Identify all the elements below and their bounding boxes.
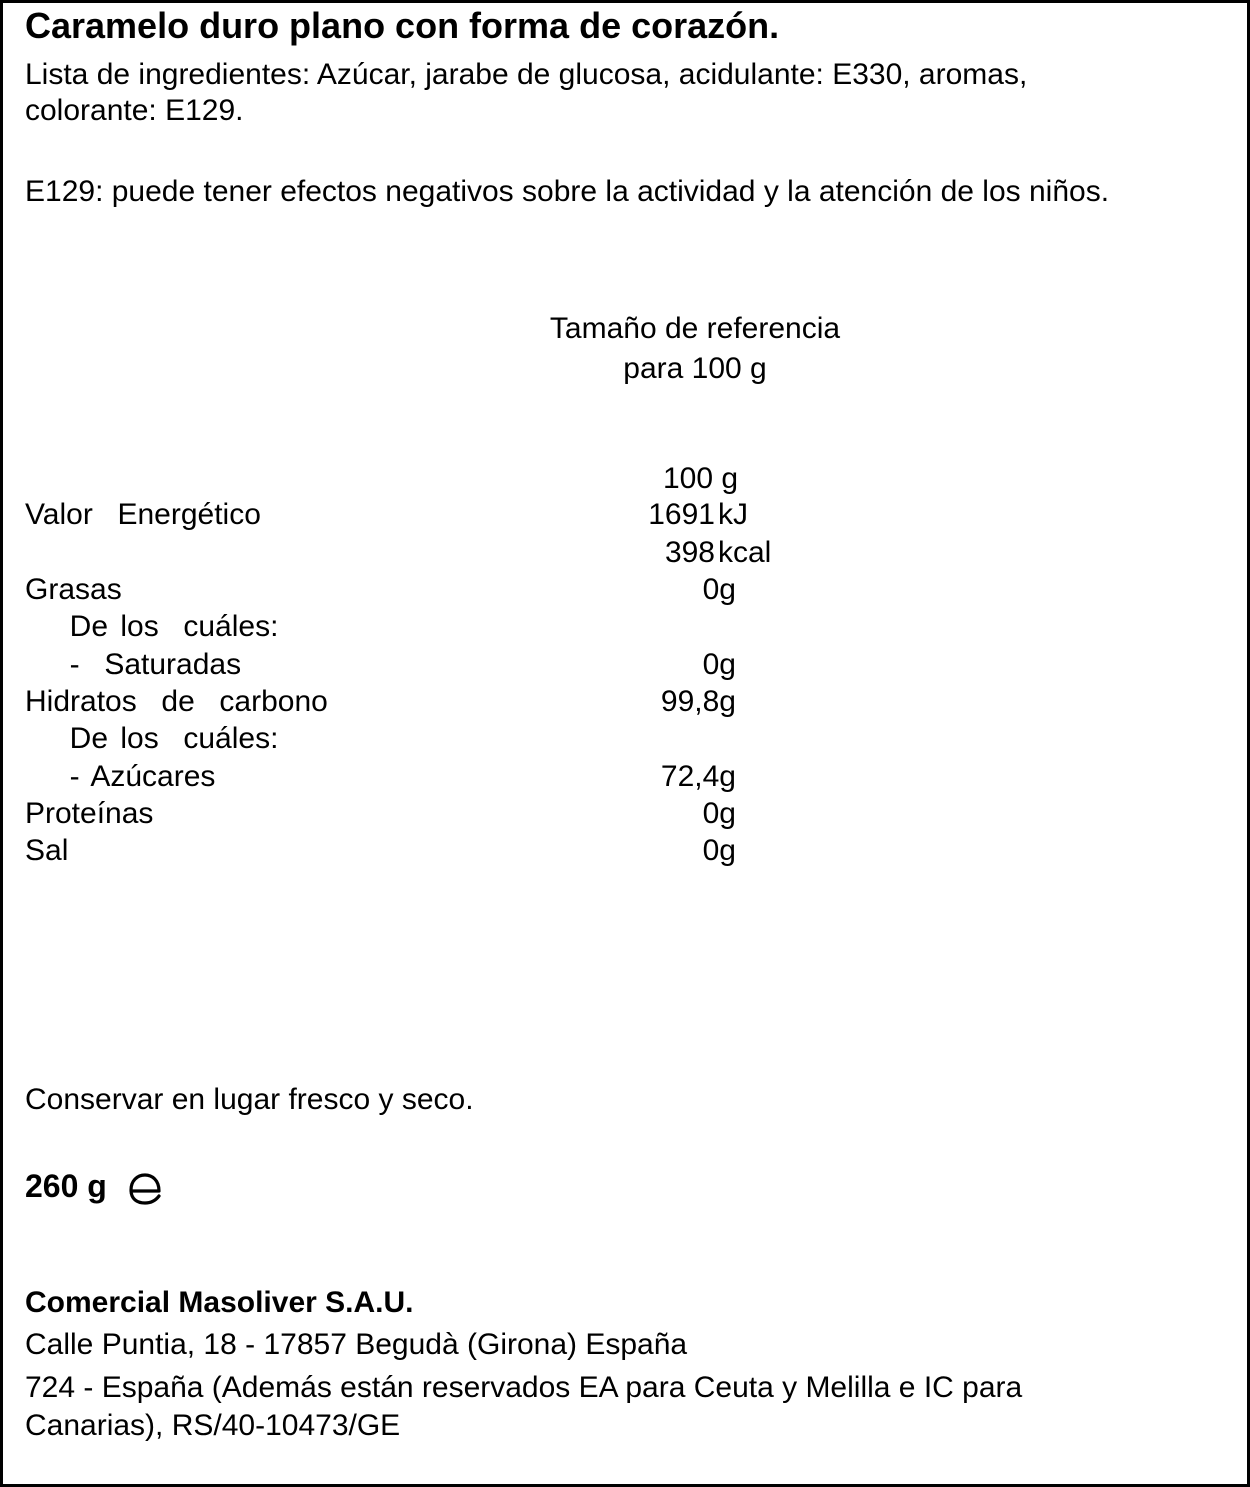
nutrition-label-of-which-1: De los cuáles:	[45, 610, 279, 643]
nutrition-value-energy-kj: 1691	[648, 498, 715, 531]
nutrition-label-energy: Valor Energético	[25, 498, 261, 531]
registry-line-2: Canarias), RS/40-10473/GE	[25, 1409, 401, 1442]
ingredients-line-1: Lista de ingredientes: Azúcar, jarabe de glucosa, acidulante: E330, aromas,	[25, 58, 1028, 91]
nutrition-label-salt: Sal	[25, 834, 69, 867]
estimated-sign-icon	[126, 1171, 164, 1205]
nutrition-value-salt: 0g	[702, 834, 736, 867]
registry-line-1: 724 - España (Además están reservados EA para Ceuta y Melilla e IC para	[25, 1371, 1023, 1404]
company-name: Comercial Masoliver S.A.U.	[25, 1286, 414, 1319]
nutrition-label-of-which-2: De los cuáles:	[45, 722, 279, 755]
reference-size-line-2: para 100 g	[623, 352, 767, 385]
storage-instructions: Conservar en lugar fresco y seco.	[25, 1083, 474, 1116]
net-weight: 260 g	[25, 1168, 107, 1204]
nutrition-label-sugars: - Azúcares	[45, 760, 216, 793]
additive-warning: E129: puede tener efectos negativos sobre la actividad y la atención de los niños.	[25, 175, 1110, 208]
nutrition-value-protein: 0g	[702, 797, 736, 830]
reference-size-line-1: Tamaño de referencia	[549, 312, 841, 345]
nutrition-column-header: 100 g	[663, 462, 739, 495]
company-address: Calle Puntia, 18 - 17857 Begudà (Girona) España	[25, 1328, 688, 1361]
nutrition-value-energy-kcal: 398	[664, 536, 715, 569]
nutrition-label-fat: Grasas	[25, 573, 122, 606]
nutrition-value-fat: 0g	[702, 573, 736, 606]
nutrition-label-protein: Proteínas	[25, 797, 154, 830]
ingredients-line-2: colorante: E129.	[25, 94, 244, 127]
nutrition-label-saturated: - Saturadas	[45, 648, 242, 681]
nutrition-value-saturated: 0g	[702, 648, 736, 681]
nutrition-value-carbohydrates: 99,8g	[660, 685, 736, 718]
product-title: Caramelo duro plano con forma de corazón.	[25, 5, 780, 46]
nutrition-value-sugars: 72,4g	[660, 760, 736, 793]
nutrition-label-carbohydrates: Hidratos de carbono	[25, 685, 328, 718]
nutrition-unit-kcal: kcal	[718, 536, 772, 569]
nutrition-unit-kj: kJ	[718, 498, 748, 531]
